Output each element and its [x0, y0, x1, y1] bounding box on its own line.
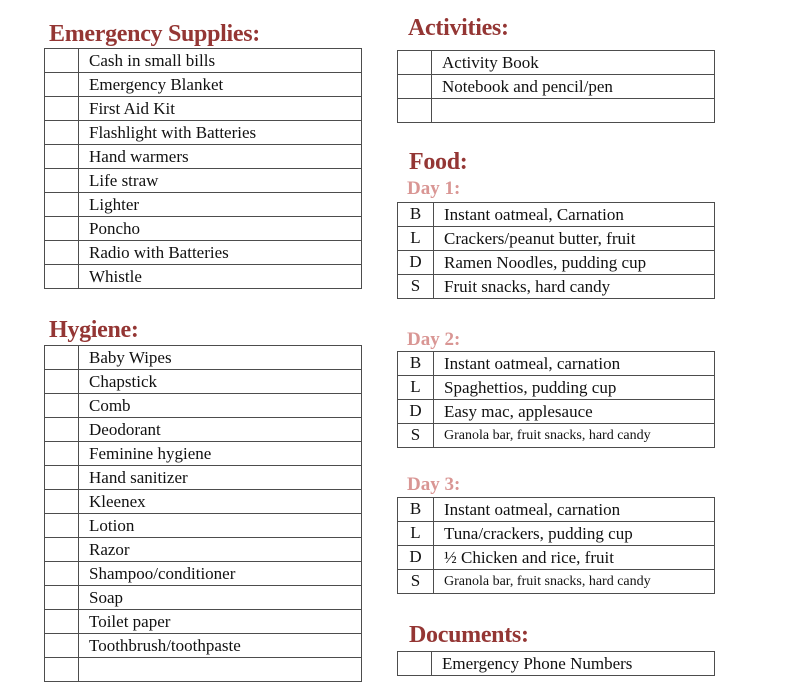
table-row	[45, 586, 361, 610]
item-label-cell: Tuna/crackers, pudding cup	[444, 524, 633, 543]
item-label-cell: Emergency Blanket	[89, 75, 224, 94]
item-label-cell: Instant oatmeal, Carnation	[444, 205, 624, 224]
table-row	[45, 73, 361, 97]
table-row	[45, 538, 361, 562]
table-row	[398, 251, 714, 275]
table-row	[45, 370, 361, 394]
section-title-activities: Activities:	[408, 15, 509, 41]
item-label-cell: Life straw	[89, 171, 159, 190]
meal-letter-cell: L	[398, 376, 434, 399]
table-row	[398, 99, 714, 123]
item-label-cell: Notebook and pencil/pen	[442, 77, 613, 96]
meal-letter-cell: L	[398, 227, 434, 250]
item-label-cell: Toilet paper	[89, 612, 171, 631]
item-label-cell	[432, 99, 714, 122]
table-row	[45, 49, 361, 73]
item-label-cell: Baby Wipes	[89, 348, 172, 367]
checkbox-cell	[398, 75, 432, 98]
checkbox-cell	[45, 418, 79, 441]
checkbox-cell	[398, 51, 432, 74]
table-row	[45, 610, 361, 634]
meal-letter-cell: D	[398, 251, 434, 274]
checkbox-cell	[45, 145, 79, 168]
checkbox-cell	[45, 370, 79, 393]
checkbox-cell	[45, 265, 79, 288]
checkbox-cell	[45, 217, 79, 240]
checkbox-cell	[45, 193, 79, 216]
emergency-supplies-table	[44, 48, 362, 289]
item-label-cell: Comb	[89, 396, 131, 415]
item-label-cell: First Aid Kit	[89, 99, 175, 118]
checkbox-cell	[45, 466, 79, 489]
table-row	[45, 442, 361, 466]
item-label-cell: Granola bar, fruit snacks, hard candy	[444, 428, 651, 443]
item-label-cell: Soap	[89, 588, 123, 607]
table-row	[45, 265, 361, 289]
item-label-cell: Hand warmers	[89, 147, 189, 166]
activities-table	[397, 50, 715, 123]
table-row	[398, 203, 714, 227]
table-row	[45, 634, 361, 658]
item-label-cell: Crackers/peanut butter, fruit	[444, 229, 636, 248]
table-row	[45, 346, 361, 370]
table-row	[45, 145, 361, 169]
item-label-cell: Shampoo/conditioner	[89, 564, 236, 583]
table-row	[45, 217, 361, 241]
item-label-cell: Radio with Batteries	[89, 243, 229, 262]
item-label-cell: Whistle	[89, 267, 142, 286]
table-row	[45, 490, 361, 514]
table-row	[398, 376, 714, 400]
item-label-cell: Lotion	[89, 516, 135, 535]
item-label-cell: Emergency Phone Numbers	[442, 654, 633, 673]
table-row	[398, 424, 714, 448]
table-row	[398, 75, 714, 99]
checkbox-cell	[398, 652, 432, 675]
checkbox-cell	[45, 97, 79, 120]
item-label-cell: Ramen Noodles, pudding cup	[444, 253, 647, 272]
item-label-cell: Poncho	[89, 219, 140, 238]
item-label-cell: Instant oatmeal, carnation	[444, 500, 621, 519]
table-row	[398, 51, 714, 75]
item-label-cell: Spaghettios, pudding cup	[444, 378, 617, 397]
table-row	[398, 352, 714, 376]
item-label-cell: Easy mac, applesauce	[444, 402, 593, 421]
table-row	[398, 498, 714, 522]
meal-letter-cell: L	[398, 522, 434, 545]
item-label-cell: Instant oatmeal, carnation	[444, 354, 621, 373]
item-label-cell: Razor	[89, 540, 130, 559]
item-label-cell: Activity Book	[442, 53, 539, 72]
item-label-cell: Kleenex	[89, 492, 146, 511]
item-label-cell: Lighter	[89, 195, 140, 214]
meal-letter-cell: S	[398, 275, 434, 298]
day-1-heading: Day 1:	[407, 178, 461, 199]
table-row	[45, 241, 361, 265]
day-3-heading: Day 3:	[407, 474, 461, 495]
table-row	[45, 562, 361, 586]
table-row	[45, 97, 361, 121]
day-1-meal-table	[397, 202, 715, 299]
checkbox-cell	[45, 586, 79, 609]
item-label-cell: ½ Chicken and rice, fruit	[444, 548, 614, 567]
checkbox-cell	[45, 394, 79, 417]
checkbox-cell	[45, 538, 79, 561]
item-label-cell	[79, 658, 361, 681]
item-label-cell: Chapstick	[89, 372, 157, 391]
item-label-cell: Granola bar, fruit snacks, hard candy	[444, 574, 651, 589]
section-title-hygiene: Hygiene:	[49, 317, 139, 343]
checkbox-cell	[45, 634, 79, 657]
meal-letter-cell: D	[398, 546, 434, 569]
table-row	[45, 394, 361, 418]
day-2-meal-table	[397, 351, 715, 448]
table-row	[398, 400, 714, 424]
meal-letter-cell: B	[398, 352, 434, 375]
hygiene-table	[44, 345, 362, 682]
item-label-cell: Flashlight with Batteries	[89, 123, 257, 142]
checkbox-cell	[45, 73, 79, 96]
table-row	[398, 227, 714, 251]
checkbox-cell	[45, 241, 79, 264]
checkbox-cell	[45, 49, 79, 72]
meal-letter-cell: S	[398, 570, 434, 593]
table-row	[45, 514, 361, 538]
item-label-cell: Deodorant	[89, 420, 161, 439]
item-label-cell: Fruit snacks, hard candy	[444, 277, 611, 296]
checkbox-cell	[45, 346, 79, 369]
item-label-cell: Cash in small bills	[89, 51, 216, 70]
table-row	[45, 418, 361, 442]
table-row	[45, 121, 361, 145]
day-3-meal-table	[397, 497, 715, 594]
item-label-cell: Feminine hygiene	[89, 444, 212, 463]
item-label-cell: Hand sanitizer	[89, 468, 188, 487]
checkbox-cell	[45, 121, 79, 144]
table-row	[398, 570, 714, 594]
day-2-heading: Day 2:	[407, 329, 461, 350]
documents-table	[397, 651, 715, 676]
table-row	[45, 193, 361, 217]
meal-letter-cell: B	[398, 203, 434, 226]
table-row	[398, 522, 714, 546]
meal-letter-cell: S	[398, 424, 434, 447]
table-row	[398, 275, 714, 299]
checkbox-cell	[45, 169, 79, 192]
checkbox-cell	[45, 610, 79, 633]
meal-letter-cell: B	[398, 498, 434, 521]
section-title-documents: Documents:	[409, 622, 529, 648]
checkbox-cell	[398, 99, 432, 122]
table-row	[45, 466, 361, 490]
checkbox-cell	[45, 442, 79, 465]
table-row	[398, 652, 714, 676]
table-row	[45, 169, 361, 193]
section-title-emergency-supplies: Emergency Supplies:	[49, 21, 260, 47]
checkbox-cell	[45, 490, 79, 513]
table-row	[398, 546, 714, 570]
checkbox-cell	[45, 514, 79, 537]
item-label-cell: Toothbrush/toothpaste	[89, 636, 241, 655]
section-title-food: Food:	[409, 149, 468, 175]
meal-letter-cell: D	[398, 400, 434, 423]
checkbox-cell	[45, 658, 79, 681]
checkbox-cell	[45, 562, 79, 585]
table-row	[45, 658, 361, 682]
